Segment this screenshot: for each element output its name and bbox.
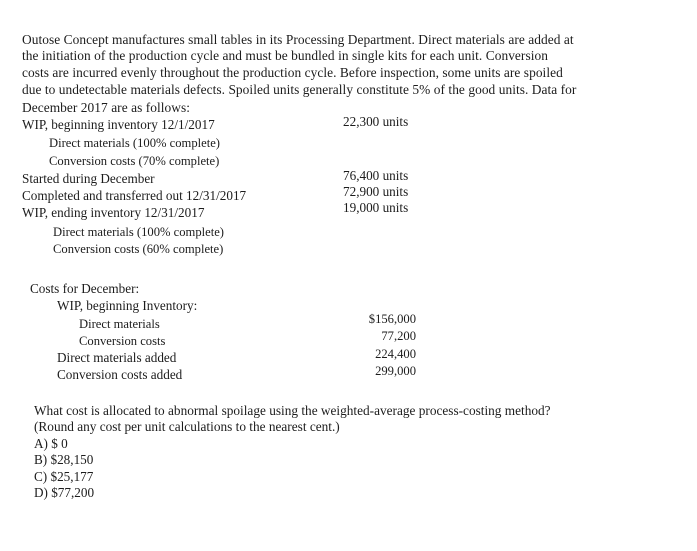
- option-a: A) $ 0: [34, 436, 68, 451]
- intro-line-5: December 2017 are as follows:: [22, 100, 191, 115]
- option-d: D) $77,200: [34, 485, 95, 500]
- intro-line-4: due to undetectable materials defects. Spoiled units generally constitute 5% of the good units. Data for: [22, 82, 577, 97]
- question-line-1: What cost is allocated to abnormal spoilage using the weighted-average process-costing method?: [34, 403, 551, 418]
- wip-end-cc: Conversion costs (60% complete): [53, 242, 224, 256]
- wip-begin-value: 22,300 units: [343, 114, 409, 129]
- option-c: C) $25,177: [34, 469, 94, 484]
- wip-begin-label: WIP, beginning inventory 12/1/2017: [22, 117, 215, 132]
- costs-heading: Costs for December:: [30, 281, 140, 296]
- started-value: 76,400 units: [343, 168, 409, 183]
- started-label: Started during December: [22, 171, 155, 186]
- costs-dm-added-label: Direct materials added: [57, 350, 177, 365]
- costs-dm-label: Direct materials: [79, 317, 160, 331]
- completed-value: 72,900 units: [343, 184, 409, 199]
- wip-end-value: 19,000 units: [343, 200, 409, 215]
- costs-dm-value: $156,000: [368, 312, 416, 326]
- question-line-2: (Round any cost per unit calculations to the nearest cent.): [34, 419, 340, 434]
- wip-end-dm: Direct materials (100% complete): [53, 225, 224, 239]
- wip-begin-dm: Direct materials (100% complete): [49, 136, 220, 150]
- wip-begin-cc: Conversion costs (70% complete): [49, 154, 220, 168]
- costs-cc-value: 77,200: [381, 329, 416, 343]
- costs-cc-added-value: 299,000: [375, 364, 416, 378]
- completed-label: Completed and transferred out 12/31/2017: [22, 188, 247, 203]
- wip-end-label: WIP, ending inventory 12/31/2017: [22, 205, 205, 220]
- costs-dm-added-value: 224,400: [375, 347, 416, 361]
- intro-line-1: Outose Concept manufactures small tables in its Processing Department. Direct materials are added at: [22, 32, 574, 47]
- costs-cc-added-label: Conversion costs added: [57, 367, 183, 382]
- intro-line-2: the initiation of the production cycle and must be bundled in single kits for each unit. Conversion: [22, 48, 548, 63]
- intro-line-3: costs are incurred evenly throughout the production cycle. Before inspection, some units are spoiled: [22, 65, 563, 80]
- costs-cc-label: Conversion costs: [79, 334, 166, 348]
- option-b: B) $28,150: [34, 452, 94, 467]
- costs-wip-begin-label: WIP, beginning Inventory:: [57, 298, 198, 313]
